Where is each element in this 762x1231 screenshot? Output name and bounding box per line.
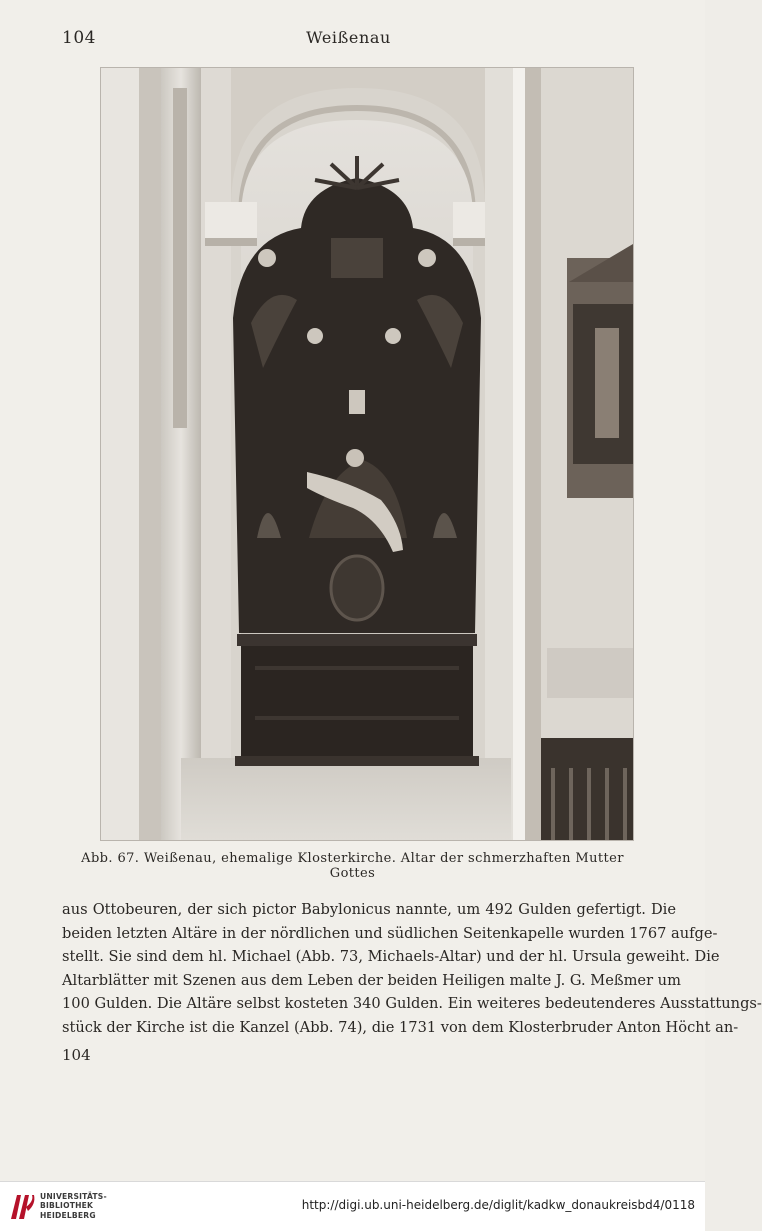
library-name-line: HEIDELBERG: [40, 1210, 96, 1220]
permalink-url[interactable]: http://digi.ub.uni-heidelberg.de/diglit/kadkw_donaukreisbd4/0118: [301, 1198, 695, 1212]
library-name-line: BIBLIOTHEK: [40, 1201, 94, 1211]
running-title: Weißenau: [306, 28, 391, 47]
page-number-top: 104: [62, 28, 96, 48]
text-line: stellt. Sie sind dem hl. Michael (Abb. 73, Michaels-Altar) und der hl. Ursula geweiht. Die: [62, 948, 720, 966]
running-head: [62, 28, 635, 50]
figure-caption: Abb. 67. Weißenau, ehemalige Klosterkirche. Altar der schmerzhaften Mutter Gottes: [81, 851, 624, 881]
text-line: beiden letzten Altäre in der nördlichen und südlichen Seitenkapelle wurden 1767 aufge-: [62, 924, 718, 942]
altar-photo-drawing: [101, 68, 633, 840]
text-line: stück der Kirche ist die Kanzel (Abb. 74), die 1731 von dem Klosterbruder Anton Höcht an-: [62, 1018, 739, 1036]
library-name-line: UNIVERSITÄTS-: [40, 1192, 107, 1201]
page-number-bottom: 104: [62, 1046, 91, 1064]
library-logo-icon: [8, 1191, 36, 1221]
altar-photograph: [101, 68, 633, 840]
library-name: [40, 1192, 107, 1220]
text-line: aus Ottobeuren, der sich pictor Babylonicus nannte, um 492 Gulden gefertigt. Die: [62, 901, 676, 918]
body-paragraph: [62, 898, 762, 1040]
viewer-footer: [0, 1181, 705, 1231]
text-line: Altarblätter mit Szenen aus dem Leben der beiden Heiligen malte J. G. Meßmer um: [62, 971, 681, 989]
library-logo[interactable]: [8, 1189, 148, 1225]
text-line: 100 Gulden. Die Altäre selbst kosteten 340 Gulden. Ein weiteres bedeutenderes Ausstattungs-: [62, 995, 762, 1013]
